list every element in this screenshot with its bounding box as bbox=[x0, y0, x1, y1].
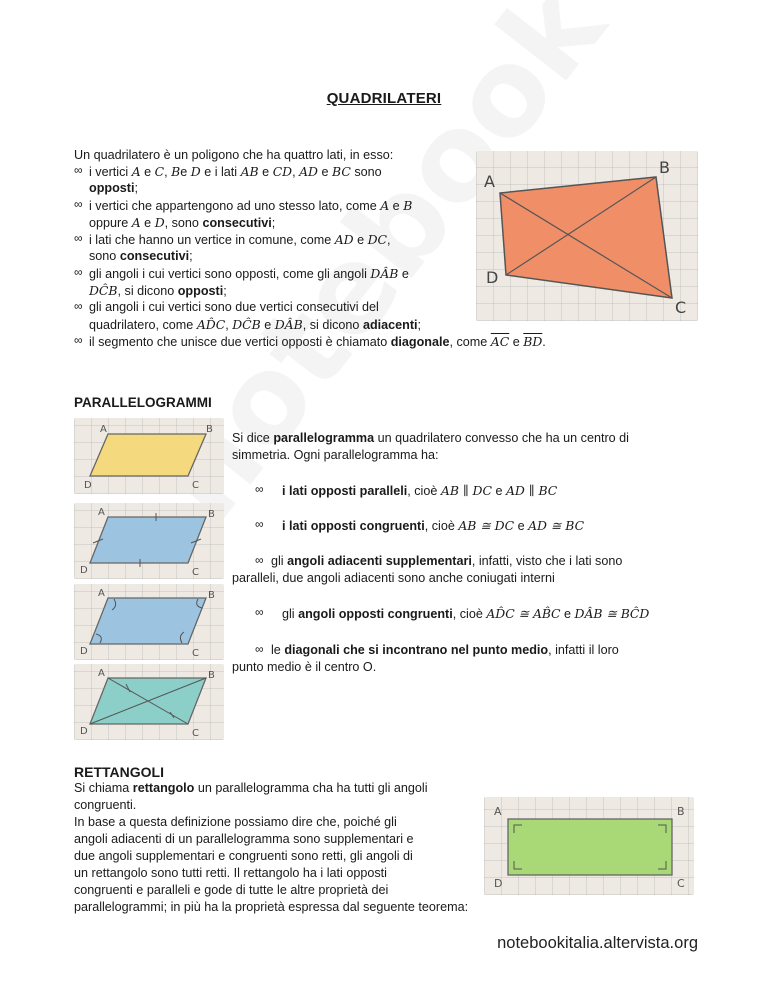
parallelogram-figure-teal-diagonals bbox=[74, 664, 224, 740]
property-adjacent-angles-line-2: paralleli, due angoli adiacenti sono anche coniugati interni bbox=[232, 571, 555, 585]
label-c: C bbox=[192, 567, 199, 578]
rectangle-text-line-3: In base a questa definizione possiamo dire che, poiché gli bbox=[74, 815, 397, 829]
intro-lead: Un quadrilatero è un poligono che ha quattro lati, in esso: bbox=[74, 148, 394, 162]
section-heading-rettangoli: RETTANGOLI bbox=[74, 764, 164, 780]
bullet-1: ∞ bbox=[74, 163, 83, 177]
rectangle-text-line-7: congruenti e paralleli e gode di tutte le altre proprietà dei bbox=[74, 883, 389, 897]
label-c: C bbox=[677, 877, 685, 890]
rectangle-text-line-1: Si chiama rettangolo un parallelogramma cha ha tutti gli angoli bbox=[74, 781, 428, 795]
intro-bullet-1-line-1: i vertici A e C, Be D e i lati AB e CD, AD e BC sono bbox=[89, 164, 382, 179]
label-c: C bbox=[192, 648, 199, 659]
rectangle-text-line-4: angoli adiacenti di un parallelogramma sono supplementari e bbox=[74, 832, 414, 846]
section-heading-parallelogrammi: PARALLELOGRAMMI bbox=[74, 395, 212, 410]
vertex-label-d: D bbox=[486, 268, 499, 287]
intro-bullet-3-line-1: i lati che hanno un vertice in comune, come AD e DC, bbox=[89, 232, 391, 247]
prop-bullet-1: ∞ bbox=[255, 482, 264, 496]
intro-bullet-5-line-2: quadrilatero, come AD̂C, DĈB e DÂB, si dicono adiacenti; bbox=[89, 317, 422, 332]
property-adjacent-angles-line-1: gli angoli adiacenti supplementari, infatti, visto che i lati sono bbox=[271, 554, 623, 568]
parallelogram-figure-blue-angles bbox=[74, 584, 224, 660]
vertex-label-a: A bbox=[484, 172, 495, 191]
bullet-2: ∞ bbox=[74, 197, 83, 211]
property-opposite-angles: gli angoli opposti congruenti, cioè AD̂C ≅ AB̂C e DÂB ≅ BĈD bbox=[282, 606, 650, 621]
footer-url[interactable]: notebookitalia.altervista.org bbox=[497, 934, 698, 952]
rectangle-text-line-2: congruenti. bbox=[74, 798, 137, 812]
bullet-5: ∞ bbox=[74, 299, 83, 313]
label-a: A bbox=[98, 507, 105, 518]
label-c: C bbox=[192, 728, 199, 739]
intro-bullet-5-line-1: gli angoli i cui vertici sono due vertici consecutivi del bbox=[89, 300, 379, 314]
parallelogram-definition-line-2: simmetria. Ogni parallelogramma ha: bbox=[232, 448, 439, 462]
bullet-6: ∞ bbox=[74, 333, 83, 347]
page-title: QUADRILATERI bbox=[326, 90, 442, 107]
label-a: A bbox=[494, 805, 502, 818]
label-d: D bbox=[80, 726, 88, 737]
property-opposite-sides-parallel: i lati opposti paralleli, cioè AB ∥ DC e AD ∥ BC bbox=[282, 483, 558, 498]
label-a: A bbox=[98, 668, 105, 679]
property-opposite-sides-congruent: i lati opposti congruenti, cioè AB ≅ DC e AD ≅ BC bbox=[282, 518, 585, 533]
intro-bullet-1-line-2: opposti; bbox=[89, 181, 138, 195]
parallelogram-figure-blue bbox=[74, 503, 224, 579]
label-d: D bbox=[80, 565, 88, 576]
label-a: A bbox=[100, 424, 107, 435]
prop-bullet-5: ∞ bbox=[255, 642, 264, 656]
vertex-label-c: C bbox=[675, 298, 687, 317]
rectangle-text-line-6: un rettangolo sono tutti retti. Il rettangolo ha i lati opposti bbox=[74, 866, 387, 880]
rectangle-text-line-8: parallelogrammi; in più ha la proprietà espressa dal seguente teorema: bbox=[74, 900, 469, 914]
property-diagonals-line-2: punto medio è il centro O. bbox=[232, 660, 377, 674]
label-d: D bbox=[494, 877, 503, 890]
label-d: D bbox=[84, 480, 92, 491]
parallelogram-definition-line-1: Si dice parallelogramma un quadrilatero convesso che ha un centro di bbox=[232, 431, 629, 445]
quadrilateral-figure bbox=[476, 151, 698, 321]
property-diagonals-line-1: le diagonali che si incontrano nel punto medio, infatti il loro bbox=[271, 643, 619, 657]
prop-bullet-2: ∞ bbox=[255, 517, 264, 531]
rectangle-text-line-5: due angoli supplementari e congruenti sono retti, gli angoli di bbox=[74, 849, 413, 863]
vertex-label-b: B bbox=[659, 158, 670, 177]
prop-bullet-3: ∞ bbox=[255, 553, 264, 567]
intro-bullet-4-line-2: DĈB, si dicono opposti; bbox=[89, 283, 227, 298]
bullet-4: ∞ bbox=[74, 265, 83, 279]
prop-bullet-4: ∞ bbox=[255, 605, 264, 619]
rectangle-figure-green bbox=[484, 797, 694, 895]
label-d: D bbox=[80, 646, 88, 657]
parallelogram-figure-yellow bbox=[74, 418, 224, 494]
intro-bullet-2-line-2: oppure A e D, sono consecutivi; bbox=[89, 215, 276, 230]
bullet-3: ∞ bbox=[74, 231, 83, 245]
label-b: B bbox=[208, 509, 215, 520]
label-b: B bbox=[208, 670, 215, 681]
intro-bullet-2-line-1: i vertici che appartengono ad uno stesso lato, come A e B bbox=[89, 198, 413, 213]
label-b: B bbox=[208, 590, 215, 601]
label-a: A bbox=[98, 588, 105, 599]
intro-bullet-6: il segmento che unisce due vertici opposti è chiamato diagonale, come $\overline{AC}$ e $\overline{BD}$. bbox=[89, 334, 546, 349]
label-c: C bbox=[192, 480, 199, 491]
label-b: B bbox=[677, 805, 685, 818]
intro-bullet-4-line-1: gli angoli i cui vertici sono opposti, come gli angoli DÂB e bbox=[89, 266, 409, 281]
intro-bullet-3-line-2: sono consecutivi; bbox=[89, 249, 193, 263]
label-b: B bbox=[206, 424, 213, 435]
